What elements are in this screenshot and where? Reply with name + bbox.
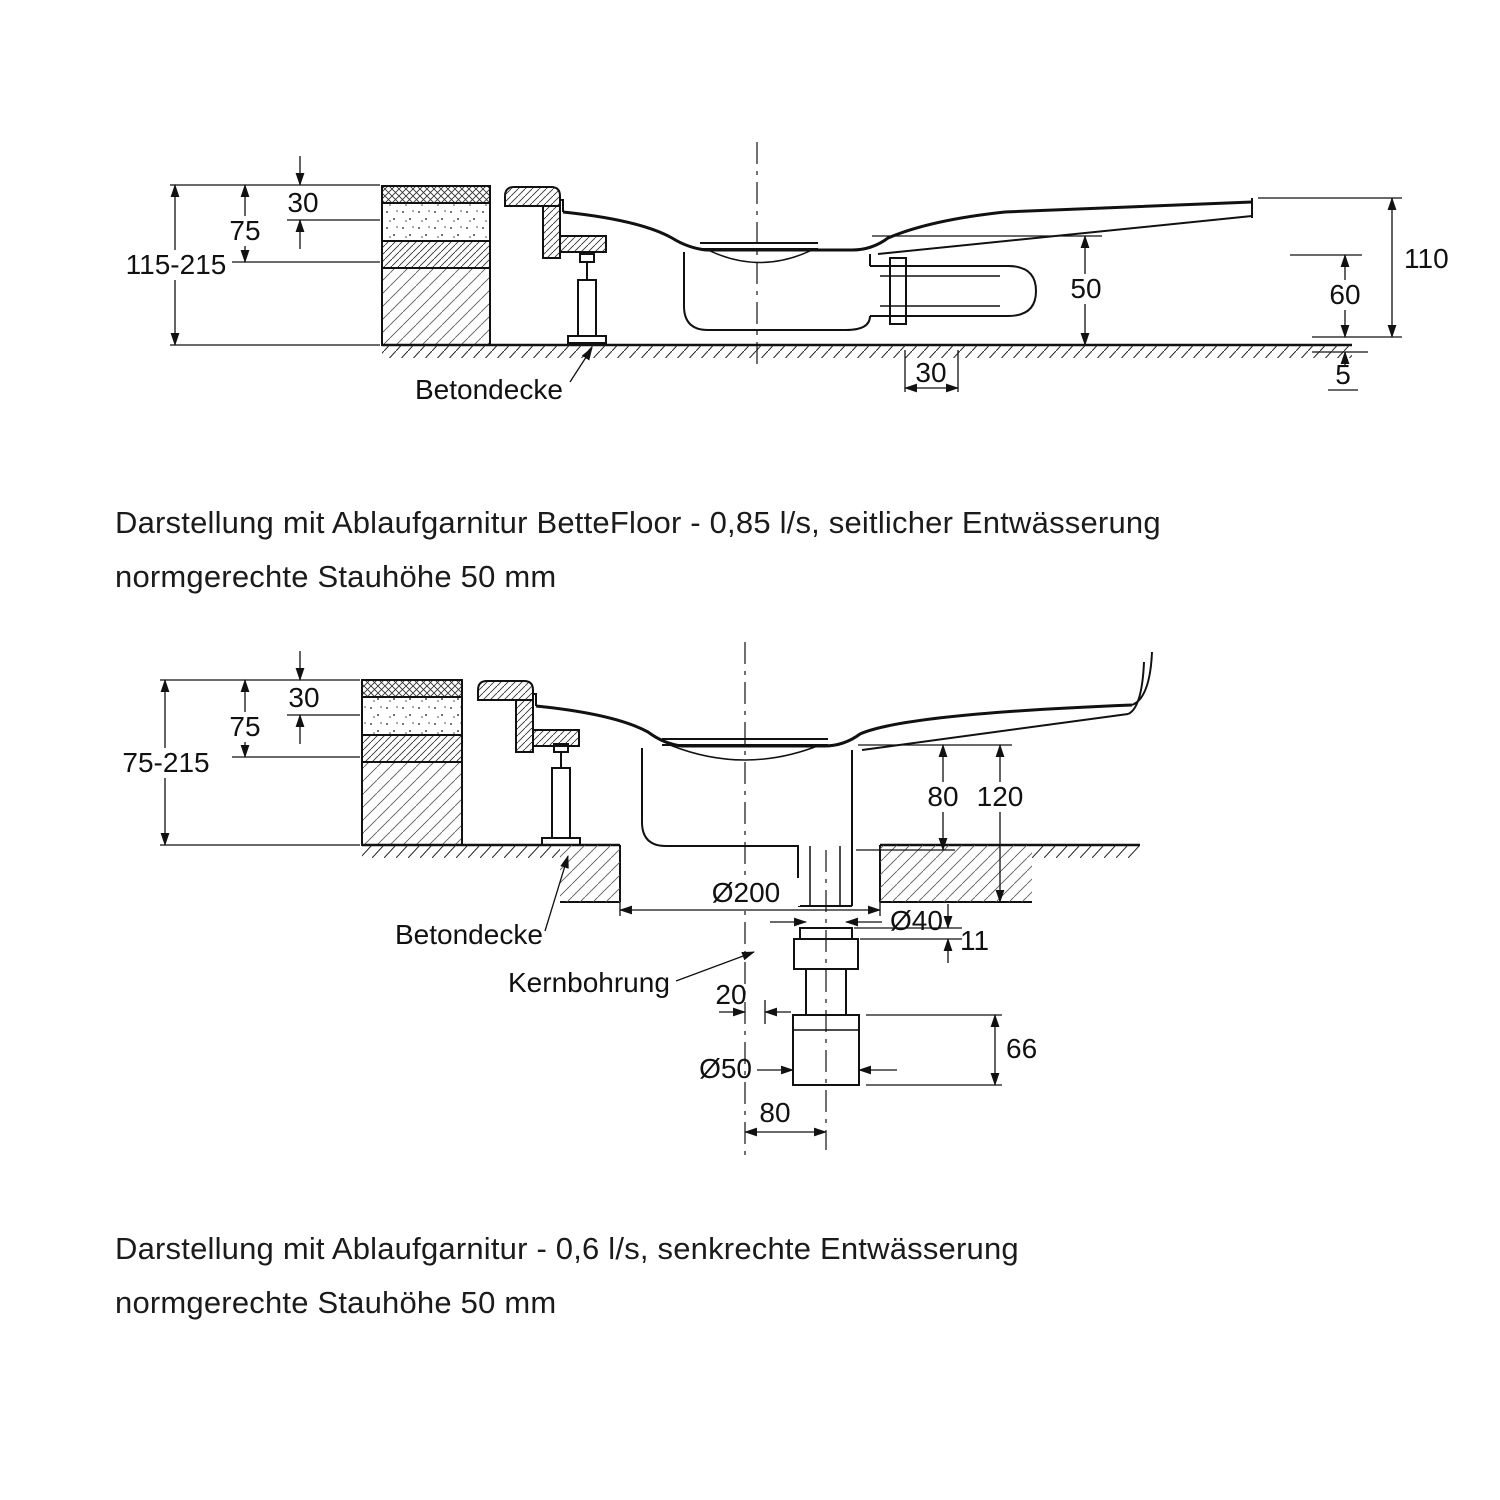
top-dim-label-75: 75	[229, 215, 261, 246]
top-rail-leg	[543, 206, 560, 258]
top-dim-label-60: 60	[1329, 279, 1361, 310]
top-ground-hatch	[382, 345, 1352, 358]
bottom-substructure-layer	[362, 762, 462, 845]
top-dim-label-30: 30	[287, 187, 319, 218]
top-foot-nut	[580, 254, 594, 262]
bottom-dim-label-30: 30	[288, 682, 320, 713]
top-ext-right	[1258, 198, 1402, 352]
bottom-screed-layer	[362, 697, 462, 735]
bottom-label-betondecke: Betondecke	[395, 919, 543, 950]
bottom-dim-label-120: 120	[976, 781, 1024, 812]
bottom-dim-label-20: 20	[715, 979, 747, 1010]
bottom-dim-label-75: 75	[229, 711, 261, 742]
bottom-tile-layer	[362, 680, 462, 697]
bottom-dim-label-80-offset: 80	[759, 1097, 791, 1128]
bottom-support-foot	[552, 768, 570, 838]
bottom-dim-label-50: Ø50	[699, 1053, 752, 1084]
bottom-slab-hatch-left	[560, 845, 620, 902]
top-outlet-pipe	[870, 266, 1036, 316]
bottom-dim-label-40: Ø40	[890, 905, 943, 936]
bottom-outlet-bore	[810, 846, 840, 906]
bottom-label-kernbohrung: Kernbohrung	[508, 967, 670, 998]
bottom-dim-label-66: 66	[1006, 1033, 1038, 1064]
bottom-kernbohrung-leader	[676, 952, 754, 981]
top-trap-bowl	[684, 252, 870, 330]
top-tray-underside	[878, 216, 1252, 254]
top-tile-layer	[382, 186, 490, 203]
bottom-drawing-texts	[120, 682, 1037, 1128]
bottom-dim-label-200: Ø200	[711, 877, 781, 908]
bottom-dim66-ext	[866, 1015, 1002, 1085]
top-label-betondecke: Betondecke	[415, 374, 563, 405]
top-dim-label-50: 50	[1070, 273, 1102, 304]
caption-bottom-line2: normgerechte Stauhöhe 50 mm	[115, 1285, 557, 1320]
bottom-rail-leg	[516, 700, 533, 752]
top-outlet-pipe-bore	[880, 276, 1000, 306]
bottom-dim-label-80: 80	[927, 781, 959, 812]
bottom-dim-label-75-215: 75-215	[122, 747, 210, 778]
top-insulation-layer	[382, 241, 490, 268]
bottom-dim-label-11: 11	[960, 925, 990, 956]
top-dim-label-115-215: 115-215	[125, 249, 227, 280]
top-pipe-flange	[890, 258, 906, 324]
top-drawing-geometry	[382, 142, 1352, 368]
top-drain-cover	[700, 243, 818, 249]
top-dim-label-30-bottom: 30	[915, 357, 947, 388]
caption-top-line1: Darstellung mit Ablaufgarnitur BetteFloor - 0,85 l/s, seitlicher Entwässerung	[115, 505, 1161, 540]
caption-top-line2: normgerechte Stauhöhe 50 mm	[115, 559, 557, 594]
bottom-ground-hatch-right	[1032, 845, 1140, 858]
top-support-foot	[578, 280, 596, 336]
top-dim-label-5: 5	[1335, 359, 1351, 390]
caption-bottom-line1: Darstellung mit Ablaufgarnitur - 0,6 l/s, senkrechte Entwässerung	[115, 1231, 1019, 1266]
top-rail-profile	[505, 187, 560, 206]
top-substructure-layer	[382, 268, 490, 345]
top-foot-base	[568, 336, 606, 343]
bottom-rail-profile	[478, 681, 533, 700]
bottom-ground-hatch-left	[362, 845, 560, 858]
caption-top-drawing	[115, 496, 1161, 604]
caption-bottom-drawing	[115, 1222, 1019, 1330]
bottom-slab-hatch-right	[880, 845, 1032, 902]
bottom-insulation-layer	[362, 735, 462, 762]
top-clamp-bracket	[560, 236, 606, 252]
top-screed-layer	[382, 203, 490, 241]
top-dim-label-110: 110	[1404, 243, 1449, 274]
